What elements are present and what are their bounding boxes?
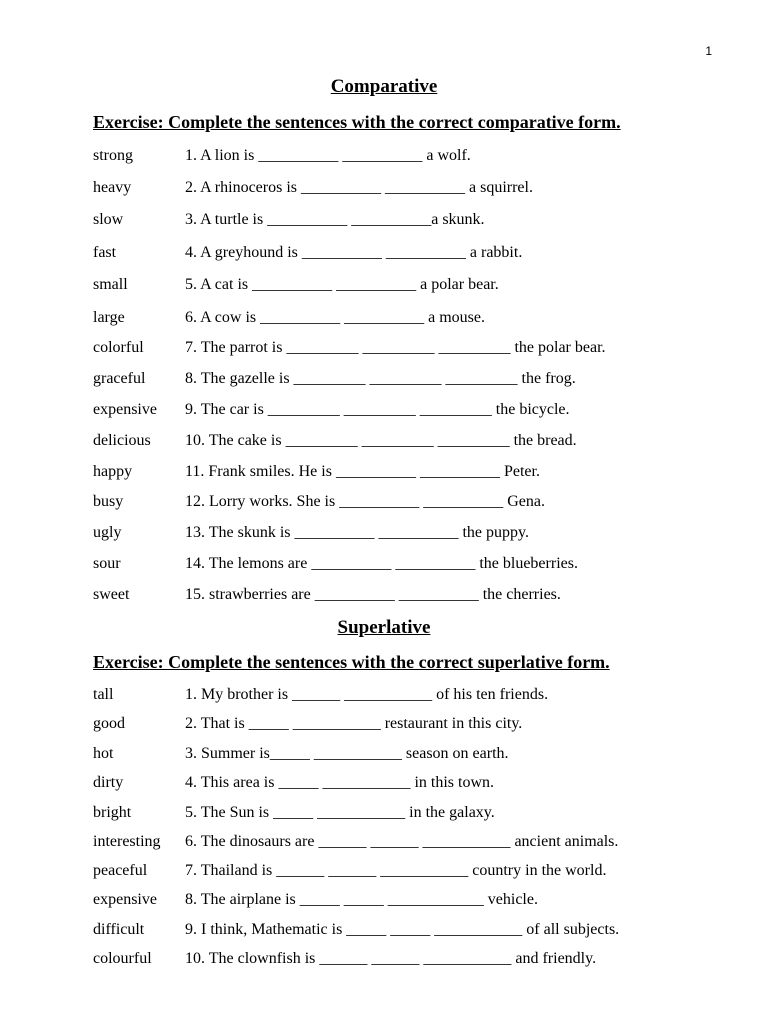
adjective: ugly: [93, 524, 122, 541]
exercise-sentence: 15. strawberries are __________ __________ the cherries.: [185, 586, 561, 603]
exercise-sentence: 5. A cat is __________ __________ a polar bear.: [185, 276, 499, 293]
exercise-sentence: 6. The dinosaurs are ______ ______ ___________ ancient animals.: [185, 833, 619, 850]
exercise-sentence: 7. Thailand is ______ ______ ___________ country in the world.: [185, 862, 607, 879]
adjective: heavy: [93, 179, 132, 196]
exercise-sentence: 5. The Sun is _____ ___________ in the galaxy.: [185, 804, 495, 821]
adjective: expensive: [93, 401, 157, 418]
adjective: tall: [93, 686, 114, 703]
adjective: dirty: [93, 774, 124, 791]
exercise-sentence: 3. A turtle is __________ __________a skunk.: [185, 211, 485, 228]
exercise-sentence: 2. A rhinoceros is __________ __________ a squirrel.: [185, 179, 533, 196]
page-number: 1: [705, 44, 712, 58]
adjective: hot: [93, 745, 114, 762]
exercise-sentence: 12. Lorry works. She is __________ __________ Gena.: [185, 493, 545, 510]
adjective: graceful: [93, 370, 146, 387]
adjective: colourful: [93, 950, 152, 967]
exercise-sentence: 10. The clownfish is ______ ______ ___________ and friendly.: [185, 950, 597, 967]
superlative-title: Superlative: [337, 617, 431, 638]
exercise-sentence: 9. The car is _________ _________ _________ the bicycle.: [185, 401, 570, 418]
adjective: strong: [93, 147, 133, 164]
exercise-sentence: 4. A greyhound is __________ __________ a rabbit.: [185, 244, 523, 261]
exercise-sentence: 8. The gazelle is _________ _________ _________ the frog.: [185, 370, 576, 387]
adjective: delicious: [93, 432, 151, 449]
exercise-sentence: 1. A lion is __________ __________ a wolf.: [185, 147, 471, 164]
adjective: small: [93, 276, 128, 293]
adjective: expensive: [93, 891, 157, 908]
comparative-instruction: Exercise: Complete the sentences with the correct comparative form.: [93, 112, 621, 132]
adjective: peaceful: [93, 862, 148, 879]
adjective: fast: [93, 244, 117, 261]
exercise-sentence: 3. Summer is_____ ___________ season on earth.: [185, 745, 509, 762]
exercise-sentence: 8. The airplane is _____ _____ ____________ vehicle.: [185, 891, 538, 908]
exercise-sentence: 14. The lemons are __________ __________ the blueberries.: [185, 555, 578, 572]
adjective: busy: [93, 493, 124, 510]
exercise-sentence: 4. This area is _____ ___________ in this town.: [185, 774, 495, 791]
exercise-sentence: 10. The cake is _________ _________ _________ the bread.: [185, 432, 577, 449]
comparative-title: Comparative: [330, 76, 438, 97]
superlative-instruction: Exercise: Complete the sentences with the correct superlative form.: [93, 652, 610, 672]
exercise-sentence: 6. A cow is __________ __________ a mouse.: [185, 309, 485, 326]
exercise-sentence: 7. The parrot is _________ _________ _________ the polar bear.: [185, 339, 606, 356]
adjective: bright: [93, 804, 132, 821]
exercise-sentence: 13. The skunk is __________ __________ the puppy.: [185, 524, 529, 541]
exercise-sentence: 11. Frank smiles. He is __________ __________ Peter.: [185, 463, 540, 480]
exercise-sentence: 1. My brother is ______ ___________ of his ten friends.: [185, 686, 549, 703]
adjective: colorful: [93, 339, 144, 356]
adjective: interesting: [93, 833, 161, 850]
adjective: happy: [93, 463, 133, 480]
adjective: good: [93, 715, 125, 732]
adjective: sweet: [93, 586, 130, 603]
exercise-sentence: 9. I think, Mathematic is _____ _____ ___________ of all subjects.: [185, 921, 620, 938]
adjective: large: [93, 309, 125, 326]
adjective: sour: [93, 555, 121, 572]
adjective: slow: [93, 211, 124, 228]
exercise-sentence: 2. That is _____ ___________ restaurant in this city.: [185, 715, 523, 732]
adjective: difficult: [93, 921, 145, 938]
